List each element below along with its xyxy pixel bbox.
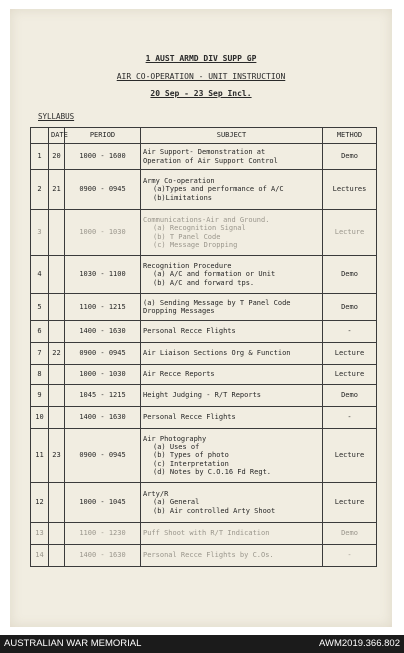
row-period: 1000 - 1030: [65, 210, 141, 256]
subject-line: (b) A/C and forward tps.: [153, 278, 255, 287]
row-period: 1100 - 1230: [65, 523, 141, 545]
row-number: 4: [31, 256, 49, 294]
col-header-subject: SUBJECT: [141, 128, 323, 144]
subject-title: Air Liaison Sections Org & Function: [143, 349, 291, 358]
row-method: -: [323, 545, 377, 567]
row-method: -: [323, 321, 377, 343]
row-period: 1100 - 1215: [65, 294, 141, 321]
subject-title: (a) Sending Message by T Panel Code: [143, 298, 291, 307]
row-date: 23: [49, 429, 65, 483]
row-number: 1: [31, 144, 49, 170]
subject-line: (b)Limitations: [153, 193, 213, 202]
row-period: 0900 - 0945: [65, 170, 141, 210]
row-subject: [141, 210, 323, 256]
row-method: Demo: [323, 256, 377, 294]
row-subject: [141, 365, 323, 385]
row-number: 12: [31, 483, 49, 523]
subject-title: Puff Shoot with R/T Indication: [143, 529, 270, 538]
row-subject: [141, 294, 323, 321]
subject-line: (b) T Panel Code: [153, 232, 221, 241]
table-row: [31, 210, 377, 256]
row-method: Demo: [323, 523, 377, 545]
row-subject: [141, 407, 323, 429]
subject-title: Air Support- Demonstration at: [143, 148, 266, 157]
document-date-range: 20 Sep - 23 Sep Incl.: [150, 89, 252, 98]
subject-title: Personal Recce Flights by C.Os.: [143, 551, 274, 560]
row-subject: [141, 144, 323, 170]
row-number: 10: [31, 407, 49, 429]
row-subject: [141, 343, 323, 365]
row-period: 1400 - 1630: [65, 407, 141, 429]
document-heading: 1 AUST ARMD DIV SUPP GP: [145, 54, 257, 63]
row-period: 1000 - 1045: [65, 483, 141, 523]
subject-title: Personal Recce Flights: [143, 327, 236, 336]
subject-line: (c) Interpretation: [153, 459, 229, 468]
row-period: 1000 - 1600: [65, 144, 141, 170]
table-row: [31, 385, 377, 407]
footer-accession-number: AWM2019.366.802: [319, 638, 400, 649]
row-date: [49, 523, 65, 545]
row-subject: [141, 170, 323, 210]
row-number: 8: [31, 365, 49, 385]
row-number: 6: [31, 321, 49, 343]
row-subject: [141, 385, 323, 407]
row-number: 9: [31, 385, 49, 407]
table-row: [31, 321, 377, 343]
row-number: 3: [31, 210, 49, 256]
table-row: [31, 545, 377, 567]
subject-title: Arty/R: [143, 490, 169, 499]
row-number: 11: [31, 429, 49, 483]
row-date: 22: [49, 343, 65, 365]
row-subject: [141, 429, 323, 483]
row-date: [49, 545, 65, 567]
footer-bar: [0, 635, 404, 653]
subject-line: (b) Types of photo: [153, 451, 229, 460]
row-method: Demo: [323, 385, 377, 407]
subject-line: (a) Recognition Signal: [153, 224, 246, 233]
table-row: [31, 483, 377, 523]
subject-line: Dropping Messages: [143, 307, 215, 315]
row-date: [49, 365, 65, 385]
row-method: Lecture: [323, 429, 377, 483]
subject-title: Army Co-operation: [143, 177, 215, 186]
row-subject: [141, 545, 323, 567]
row-date: [49, 294, 65, 321]
document-subheading: AIR CO-OPERATION - UNIT INSTRUCTION: [116, 72, 286, 81]
footer-institution: AUSTRALIAN WAR MEMORIAL: [4, 638, 142, 649]
subject-line: (a)Types and performance of A/C: [153, 185, 284, 194]
subject-line: (c) Message Dropping: [153, 240, 238, 249]
subject-line: (a) Uses of: [153, 443, 200, 452]
row-method: -: [323, 407, 377, 429]
subject-title: Height Judging - R/T Reports: [143, 391, 262, 400]
row-period: 0900 - 0945: [65, 343, 141, 365]
subject-title: Air Recce Reports: [143, 370, 215, 379]
row-method: Demo: [323, 294, 377, 321]
row-date: [49, 321, 65, 343]
row-date: [49, 407, 65, 429]
row-period: 0900 - 0945: [65, 429, 141, 483]
table-row: [31, 429, 377, 483]
row-number: 5: [31, 294, 49, 321]
row-date: [49, 256, 65, 294]
subject-title: Air Photography: [143, 434, 207, 443]
row-date: 20: [49, 144, 65, 170]
col-header-number: [31, 128, 49, 144]
subject-title: Communications-Air and Ground.: [143, 216, 270, 225]
col-header-method: METHOD: [323, 128, 377, 144]
table-row: [31, 343, 377, 365]
table-row: [31, 523, 377, 545]
table-row: [31, 407, 377, 429]
row-period: 1400 - 1630: [65, 321, 141, 343]
subject-line: (a) A/C and formation or Unit: [153, 270, 276, 279]
row-method: Lecture: [323, 343, 377, 365]
syllabus-table-body: [31, 144, 377, 567]
row-period: 1000 - 1030: [65, 365, 141, 385]
subject-line: Operation of Air Support Control: [143, 156, 278, 165]
row-subject: [141, 483, 323, 523]
row-date: [49, 385, 65, 407]
row-method: Lectures: [323, 170, 377, 210]
row-method: Lecture: [323, 365, 377, 385]
row-date: [49, 483, 65, 523]
table-header-row: [31, 128, 377, 144]
syllabus-table: [30, 127, 377, 567]
row-period: 1030 - 1100: [65, 256, 141, 294]
row-date: 21: [49, 170, 65, 210]
syllabus-label: SYLLABUS: [38, 112, 75, 121]
row-subject: [141, 256, 323, 294]
row-number: 13: [31, 523, 49, 545]
table-row: [31, 365, 377, 385]
table-row: [31, 144, 377, 170]
col-header-date: DATE: [49, 128, 65, 144]
row-subject: [141, 523, 323, 545]
row-number: 7: [31, 343, 49, 365]
subject-line: (d) Notes by C.O.16 Fd Regt.: [153, 467, 272, 476]
table-row: [31, 256, 377, 294]
subject-line: (a) General: [153, 498, 200, 507]
subject-line: (b) Air controlled Arty Shoot: [153, 506, 276, 515]
subject-title: Personal Recce Flights: [143, 413, 236, 422]
row-number: 2: [31, 170, 49, 210]
row-number: 14: [31, 545, 49, 567]
row-period: 1045 - 1215: [65, 385, 141, 407]
row-period: 1400 - 1630: [65, 545, 141, 567]
subject-title: Recognition Procedure: [143, 262, 232, 271]
row-date: [49, 210, 65, 256]
row-method: Lecture: [323, 210, 377, 256]
row-method: Demo: [323, 144, 377, 170]
col-header-period: PERIOD: [65, 128, 141, 144]
row-method: Lecture: [323, 483, 377, 523]
row-subject: [141, 321, 323, 343]
table-row: [31, 170, 377, 210]
table-row: [31, 294, 377, 321]
